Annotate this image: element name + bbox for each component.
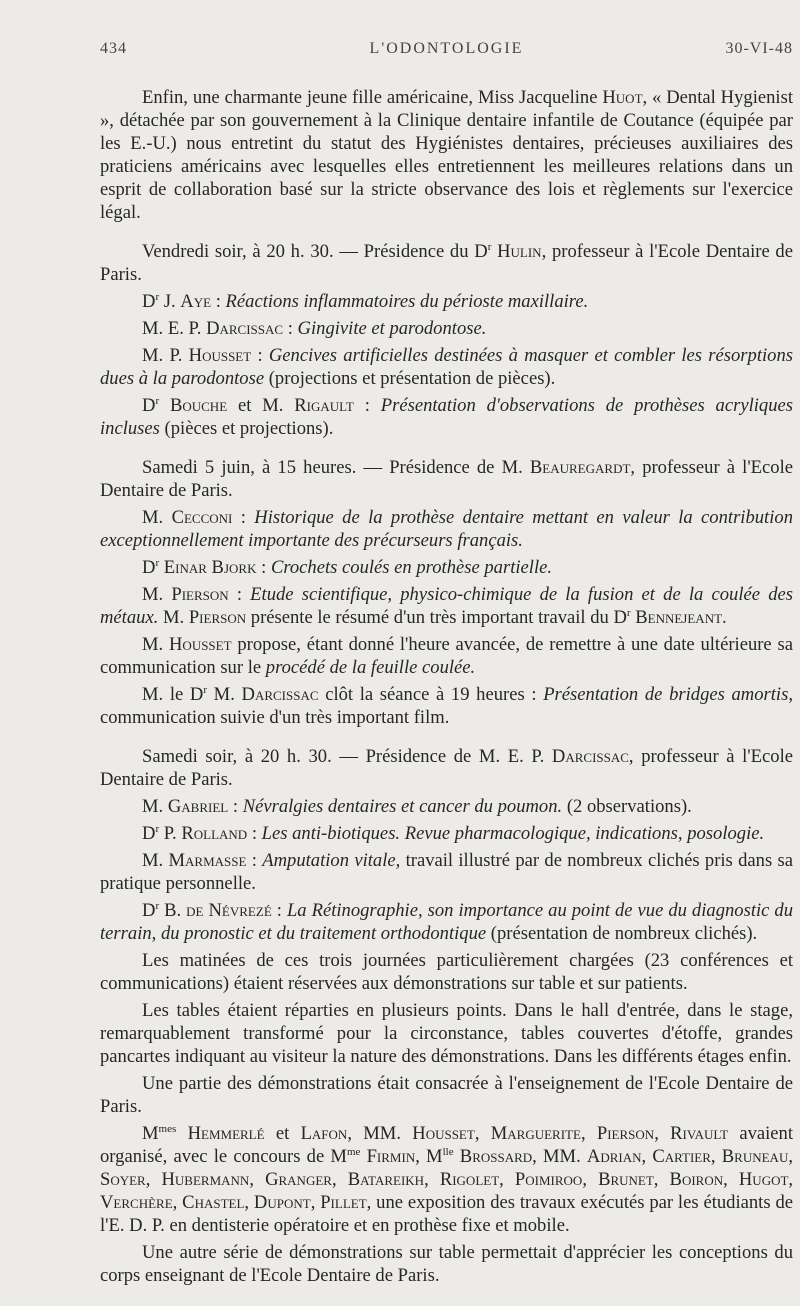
- text-run: travail illustré par de nombreux clichés pris dans sa pratique personnelle.: [100, 850, 793, 894]
- person-name: Batareikh: [347, 1169, 425, 1190]
- text-run: P.: [159, 823, 182, 844]
- paragraph: [100, 899, 793, 945]
- text-run: présente le résumé d'un très important travail du D: [246, 607, 627, 628]
- text-run: Les tables étaient réparties en plusieurs points. Dans le hall d'entrée, dans le stage, remarquablement transformé pour la circonstance, tables couvertes d'étoffe, grandes pancartes indiquant au visiteur la nature des démonstrations. Dans les différents étages enfin.: [100, 1000, 793, 1067]
- text-run: ,: [424, 1169, 440, 1190]
- person-name: Beauregardt: [529, 457, 631, 478]
- person-name: Soyer: [100, 1169, 146, 1190]
- text-run: :: [283, 318, 298, 339]
- person-name: Darcissac: [551, 746, 629, 767]
- text-run: ,: [499, 1169, 515, 1190]
- italic-title: procédé de la feuille coulée.: [265, 657, 476, 678]
- running-header: [100, 40, 793, 66]
- text-run: r: [155, 394, 160, 407]
- text-run: r: [155, 899, 160, 912]
- text-run: ,: [788, 1146, 793, 1167]
- text-run: , professeur à l'Ecole Dentaire de Paris.: [100, 457, 793, 501]
- text-run: Les matinées de ces trois journées particulièrement chargées (23 conférences et communications) étaient réservées aux démonstrations sur table et sur patients.: [100, 950, 793, 994]
- text-run: :: [271, 900, 287, 921]
- text-run: ,: [331, 1169, 348, 1190]
- person-name: Hulin: [497, 241, 542, 262]
- person-name: Hugot: [738, 1169, 789, 1190]
- paragraph: [100, 86, 793, 224]
- italic-title: Réactions inflammatoires du périoste maxillaire.: [225, 291, 589, 312]
- person-name: Housset: [412, 1123, 475, 1144]
- text-run: M.: [142, 634, 169, 655]
- text-run: me: [346, 1145, 361, 1158]
- text-run: M.: [142, 507, 172, 528]
- text-run: Une autre série de démonstrations sur table permettait d'apprécier les conceptions du corps enseignant de l'Ecole Dentaire de Paris.: [100, 1242, 793, 1286]
- text-run: (projections et présentation de pièces).: [264, 368, 556, 389]
- text-run: Enfin, une charmante jeune fille américaine, Miss Jacqueline: [142, 87, 603, 108]
- italic-title: Amputation vitale,: [262, 850, 401, 871]
- text-run: r: [626, 606, 631, 619]
- text-run: :: [353, 395, 381, 416]
- text-run: .: [722, 607, 727, 628]
- text-run: ,: [582, 1169, 599, 1190]
- person-name: Bruneau: [721, 1146, 789, 1167]
- person-name: Rolland: [181, 823, 248, 844]
- text-run: (présentation de nombreux clichés).: [486, 923, 758, 944]
- text-run: Vendredi soir, à 20 h. 30. — Présidence du D: [142, 241, 488, 262]
- text-run: ,: [641, 1146, 653, 1167]
- paragraph: [100, 344, 793, 390]
- italic-title: Historique de la prothèse dentaire mettant en valeur la contribution exceptionnellement importante des précurseurs français.: [100, 507, 793, 551]
- text-run: , MM.: [347, 1123, 413, 1144]
- italic-title: Présentation de bridges amortis,: [543, 684, 793, 705]
- text-run: , M: [415, 1146, 443, 1167]
- text-run: ,: [723, 1169, 739, 1190]
- person-name: Pillet: [320, 1192, 367, 1213]
- italic-title: Présentation d'observations de prothèses acryliques incluses: [100, 395, 794, 439]
- paragraph: [100, 1122, 793, 1237]
- text-run: :: [211, 291, 226, 312]
- text-run: J.: [159, 291, 181, 312]
- paragraph: [100, 556, 793, 579]
- paragraph: [100, 822, 793, 845]
- text-run: B.: [159, 900, 187, 921]
- text-run: D: [142, 395, 156, 416]
- text-run: ,: [172, 1192, 183, 1213]
- text-run: :: [228, 584, 251, 605]
- text-run: communication suivie d'un très important film.: [100, 707, 450, 728]
- text-run: Samedi soir, à 20 h. 30. — Présidence de M. E. P.: [142, 746, 552, 767]
- paragraph: [100, 1072, 793, 1118]
- text-run: ,: [653, 1169, 670, 1190]
- text-run: r: [487, 240, 492, 253]
- text-run: (2 observations).: [562, 796, 692, 817]
- person-name: Housset: [169, 634, 232, 655]
- text-run: ,: [474, 1123, 491, 1144]
- text-run: et M.: [227, 395, 295, 416]
- text-run: ,: [654, 1123, 671, 1144]
- person-name: Cartier: [652, 1146, 711, 1167]
- italic-title: La Rétinographie, son importance au point de vue du diagnostic du terrain, du pronostic et du traitement orthodontique: [100, 900, 793, 944]
- paragraph: [100, 240, 793, 286]
- person-name: Rigault: [294, 395, 354, 416]
- person-name: Chastel: [182, 1192, 245, 1213]
- person-name: Einar Bjork: [163, 557, 257, 578]
- text-run: M. E. P.: [142, 318, 207, 339]
- person-name: Bennejeant: [635, 607, 723, 628]
- text-run: , MM.: [532, 1146, 587, 1167]
- italic-title: Crochets coulés en prothèse partielle.: [270, 557, 553, 578]
- text-run: avaient organisé, avec le concours de M: [100, 1123, 794, 1167]
- person-name: Huot: [602, 87, 643, 108]
- person-name: Darcissac: [241, 684, 319, 705]
- text-run: :: [251, 345, 269, 366]
- text-run: ,: [244, 1192, 254, 1213]
- text-run: r: [155, 556, 160, 569]
- text-run: D: [142, 900, 156, 921]
- text-run: D: [142, 291, 156, 312]
- paragraph: [100, 633, 793, 679]
- person-name: Marguerite: [490, 1123, 581, 1144]
- person-name: Gabriel: [167, 796, 229, 817]
- paragraph: [100, 745, 793, 791]
- person-name: Boiron: [669, 1169, 724, 1190]
- paragraph: [100, 999, 793, 1068]
- text-run: ,: [788, 1169, 794, 1190]
- paragraph: [100, 394, 793, 440]
- paragraph: [100, 849, 793, 895]
- issue-date: 30-VI-48: [725, 40, 793, 57]
- person-name: Marmasse: [168, 850, 247, 871]
- person-name: Lafon: [300, 1123, 348, 1144]
- person-name: Pierson: [596, 1123, 655, 1144]
- person-name: Aye: [180, 291, 212, 312]
- italic-title: Gingivite et parodontose.: [297, 318, 487, 339]
- text-run: propose, étant donné l'heure avancée, de remettre à une date ultérieure sa communication sur le: [100, 634, 793, 678]
- text-run: D: [142, 557, 156, 578]
- text-run: M.: [142, 850, 169, 871]
- italic-title: Gencives artificielles destinées à masquer et combler les résorptions dues à la parodontose: [100, 345, 793, 389]
- text-run: et: [264, 1123, 301, 1144]
- text-run: r: [203, 683, 208, 696]
- person-name: Hemmerlé: [187, 1123, 265, 1144]
- text-run: [176, 1123, 187, 1144]
- person-name: Bouche: [169, 395, 228, 416]
- person-name: Dupont: [253, 1192, 311, 1213]
- text-run: :: [256, 557, 271, 578]
- text-run: ,: [310, 1192, 321, 1213]
- person-name: Pierson: [171, 584, 229, 605]
- text-run: ,: [145, 1169, 162, 1190]
- paragraph: [100, 583, 793, 629]
- text-run: , professeur à l'Ecole Dentaire de Paris.: [100, 746, 793, 790]
- text-run: M: [142, 1123, 159, 1144]
- person-name: Brunet: [598, 1169, 654, 1190]
- text-run: ,: [249, 1169, 266, 1190]
- person-name: de Névrezé: [186, 900, 272, 921]
- paragraph: [100, 290, 793, 313]
- paragraph: [100, 683, 793, 729]
- person-name: Hubermann: [161, 1169, 250, 1190]
- italic-title: Etude scientifique, physico-chimique de la fusion et de la coulée des métaux.: [100, 584, 793, 628]
- person-name: Verchère: [100, 1192, 173, 1213]
- paragraph: [100, 456, 793, 502]
- journal-title: L'ODONTOLOGIE: [369, 40, 524, 57]
- text-run: M.: [142, 796, 168, 817]
- text-run: mes: [158, 1122, 177, 1135]
- text-run: r: [155, 822, 160, 835]
- text-run: :: [228, 796, 243, 817]
- text-run: M.: [158, 607, 189, 628]
- paragraph: [100, 317, 793, 340]
- person-name: Pierson: [188, 607, 247, 628]
- text-run: lle: [442, 1145, 454, 1158]
- person-name: Firmin: [366, 1146, 416, 1167]
- article-body: [100, 86, 793, 1291]
- text-run: [159, 395, 170, 416]
- paragraph: [100, 949, 793, 995]
- person-name: Brossard: [459, 1146, 533, 1167]
- page-number: 434: [100, 40, 127, 57]
- text-run: :: [232, 507, 255, 528]
- person-name: Housset: [188, 345, 252, 366]
- paragraph: [100, 1241, 793, 1287]
- paragraph: [100, 506, 793, 552]
- italic-title: Névralgies dentaires et cancer du poumon.: [242, 796, 563, 817]
- person-name: Poimiroo: [514, 1169, 583, 1190]
- text-run: D: [142, 823, 156, 844]
- text-run: M.: [142, 584, 172, 605]
- text-run: , une exposition des travaux exécutés par les étudiants de l'E. D. P. en dentisterie opératoire et en prothèse fixe et mobile.: [100, 1192, 793, 1236]
- text-run: ,: [710, 1146, 722, 1167]
- text-run: Une partie des démonstrations était consacrée à l'enseignement de l'Ecole Dentaire de Paris.: [100, 1073, 793, 1117]
- text-run: Samedi 5 juin, à 15 heures. — Présidence de M.: [142, 457, 530, 478]
- text-run: clôt la séance à 19 heures :: [318, 684, 544, 705]
- person-name: Cecconi: [171, 507, 233, 528]
- text-run: , « Dental Hygienist », détachée par son gouvernement à la Clinique dentaire infantile de Coutance (équipée par les E.-U.) nous entretint du statut des Hygiénistes dentaires, précieuses auxiliaires des praticiens américains avec lesquelles elles entretiennent les meilleures relations dans un esprit de collaboration basé sur la stricte observance des lois et règlements sur l'exercice légal.: [100, 87, 793, 223]
- italic-title: Les anti-biotiques. Revue pharmacologique, indications, posologie.: [261, 823, 765, 844]
- text-run: (pièces et projections).: [159, 418, 334, 439]
- person-name: Darcissac: [206, 318, 284, 339]
- person-name: Rigolet: [439, 1169, 500, 1190]
- person-name: Adrian: [586, 1146, 642, 1167]
- person-name: Granger: [265, 1169, 332, 1190]
- text-run: , professeur à l'Ecole Dentaire de Paris.: [100, 241, 793, 285]
- person-name: Rivault: [670, 1123, 729, 1144]
- text-run: ,: [580, 1123, 597, 1144]
- text-run: :: [246, 850, 263, 871]
- text-run: M.: [207, 684, 242, 705]
- text-run: r: [155, 290, 160, 303]
- text-run: M. le D: [142, 684, 204, 705]
- text-run: M. P.: [142, 345, 189, 366]
- paragraph: [100, 795, 793, 818]
- text-run: :: [247, 823, 262, 844]
